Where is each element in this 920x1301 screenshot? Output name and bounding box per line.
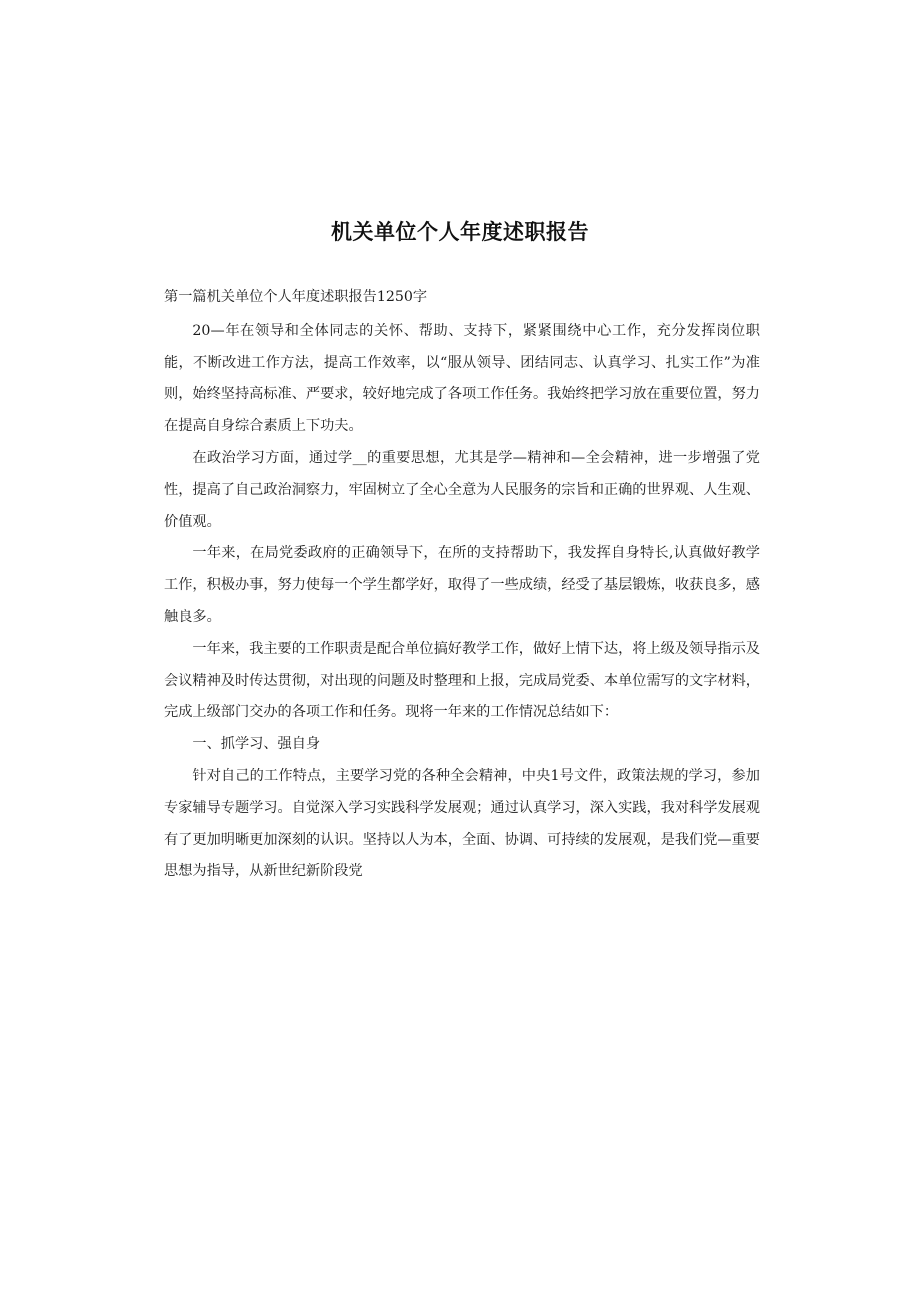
paragraph: 针对自己的工作特点，主要学习党的各种全会精神，中央1号文件，政策法规的学习，参加专家辅导专题学习。自觉深入学习实践科学发展观；通过认真学习，深入实践，我对科学发展观有了更加明晰更加深刻的认识。坚持以人为本，全面、协调、可持续的发展观，是我们党—重要思想为指导，从新世纪新阶段党 xyxy=(164,767,760,880)
document-title: 机关单位个人年度述职报告 xyxy=(331,220,589,244)
document-body xyxy=(164,282,760,888)
paragraph: 20—年在领导和全体同志的关怀、帮助、支持下，紧紧围绕中心工作，充分发挥岗位职能，不断改进工作方法，提高工作效率，以“服从领导、团结同志、认真学习、扎实工作”为准则，始终坚持高标准、严要求，较好地完成了各项工作任务。我始终把学习放在重要位置，努力在提高自身综合素质上下功夫。 xyxy=(164,322,760,435)
paragraph: 在政治学习方面，通过学__的重要思想，尤其是学—精神和—全会精神，进一步增强了党性，提高了自己政治洞察力，牢固树立了全心全意为人民服务的宗旨和正确的世界观、人生观、价值观。 xyxy=(164,449,760,530)
paragraph: 一年来，在局党委政府的正确领导下，在所的支持帮助下，我发挥自身特长,认真做好教学工作，积极办事，努力使每一个学生都学好，取得了一些成绩，经受了基层锻炼，收获良多，感触良多。 xyxy=(164,545,760,625)
section-heading: 一、抓学习、强自身 xyxy=(192,736,321,753)
document-subtitle: 第一篇机关单位个人年度述职报告1250字 xyxy=(164,289,428,305)
paragraph: 一年来，我主要的工作职责是配合单位搞好教学工作，做好上情下达，将上级及领导指示及会议精神及时传达贯彻，对出现的问题及时整理和上报，完成局党委、本单位需写的文字材料，完成上级部门交办的各项工作和任务。现将一年来的工作情况总结如下： xyxy=(164,640,760,721)
